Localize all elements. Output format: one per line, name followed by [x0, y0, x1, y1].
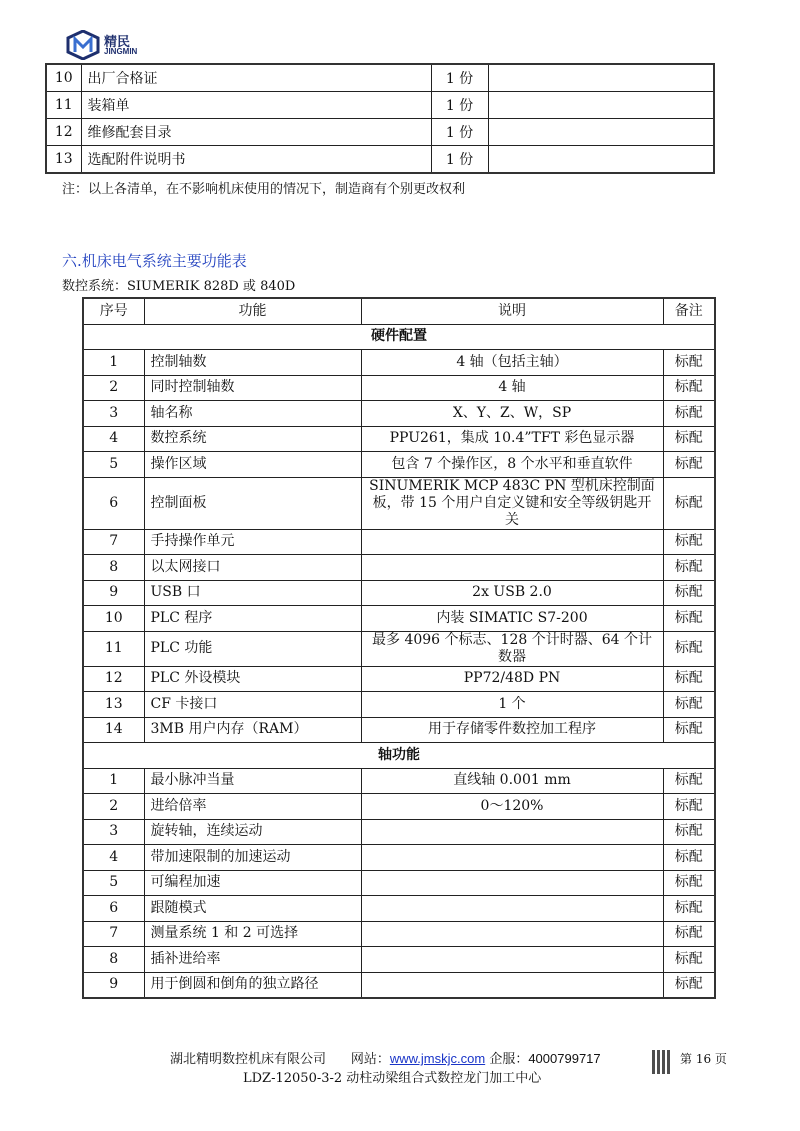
row-description: 直线轴 0.001 mm — [361, 768, 663, 794]
footer-website-label: 网站： — [350, 1052, 390, 1067]
table-row — [83, 947, 715, 973]
qr-code-icon — [652, 1050, 672, 1074]
table-row — [83, 768, 715, 794]
row-note: 标配 — [663, 819, 715, 845]
row-seq: 13 — [83, 692, 144, 718]
table-row — [83, 972, 715, 998]
footer-website-link[interactable]: www.jmskjc.com — [389, 1051, 486, 1066]
header-note: 备注 — [663, 298, 715, 324]
table-row — [83, 896, 715, 922]
footer-company: 湖北精明数控机床有限公司 — [170, 1052, 327, 1067]
row-function: PLC 外设模块 — [144, 666, 361, 692]
row-seq: 6 — [83, 477, 144, 529]
row-note: 标配 — [663, 606, 715, 632]
jingmin-logo-icon — [66, 30, 100, 60]
row-function: 手持操作单元 — [144, 529, 361, 555]
logo-en: JINGMIN — [104, 46, 138, 56]
section-subtitle: 数控系统：SIUMERIK 828D 或 840D — [62, 279, 296, 294]
row-description: 用于存储零件数控加工程序 — [361, 717, 663, 743]
group-title: 硬件配置 — [83, 324, 715, 350]
row-note: 标配 — [663, 717, 715, 743]
row-function: 用于倒圆和倒角的独立路径 — [144, 972, 361, 998]
group-row — [83, 743, 715, 769]
row-qty: 1 份 — [431, 92, 488, 119]
row-seq: 6 — [83, 896, 144, 922]
row-remark — [488, 146, 714, 174]
section-title: 六.机床电气系统主要功能表 — [62, 252, 247, 270]
table-row — [83, 631, 715, 666]
row-qty: 1 份 — [431, 146, 488, 174]
row-description: 包含 7 个操作区，8 个水平和垂直软件 — [361, 452, 663, 478]
logo-cn: 精民 — [104, 33, 131, 49]
row-function: 可编程加速 — [144, 870, 361, 896]
row-seq: 3 — [83, 401, 144, 427]
packing-list-note: 注：以上各清单，在不影响机床使用的情况下，制造商有个别更改权利 — [62, 182, 466, 197]
row-seq: 7 — [83, 529, 144, 555]
row-item: 装箱单 — [81, 92, 431, 119]
row-seq: 9 — [83, 972, 144, 998]
row-function: 轴名称 — [144, 401, 361, 427]
row-function: 操作区域 — [144, 452, 361, 478]
row-seq: 8 — [83, 947, 144, 973]
row-note: 标配 — [663, 529, 715, 555]
row-seq: 7 — [83, 921, 144, 947]
row-function: 以太网接口 — [144, 555, 361, 581]
row-seq: 2 — [83, 375, 144, 401]
row-note: 标配 — [663, 631, 715, 666]
row-function: 控制轴数 — [144, 350, 361, 376]
row-remark — [488, 92, 714, 119]
row-function: 测量系统 1 和 2 可选择 — [144, 921, 361, 947]
row-function: 控制面板 — [144, 477, 361, 529]
company-logo — [66, 30, 137, 60]
group-row — [83, 324, 715, 350]
row-function: PLC 功能 — [144, 631, 361, 666]
footer-doc-title: LDZ-12050-3-2 动柱动梁组合式数控龙门加工中心 — [243, 1071, 542, 1086]
row-seq: 13 — [46, 146, 81, 174]
row-seq: 11 — [83, 631, 144, 666]
row-note: 标配 — [663, 896, 715, 922]
table-row — [83, 452, 715, 478]
table-row — [83, 555, 715, 581]
row-seq: 12 — [46, 119, 81, 146]
row-description — [361, 947, 663, 973]
row-function: CF 卡接口 — [144, 692, 361, 718]
row-seq: 4 — [83, 426, 144, 452]
row-seq: 1 — [83, 350, 144, 376]
row-seq: 4 — [83, 845, 144, 871]
row-seq: 5 — [83, 870, 144, 896]
row-note: 标配 — [663, 350, 715, 376]
row-description — [361, 870, 663, 896]
table-row — [83, 845, 715, 871]
row-description: 最多 4096 个标志、128 个计时器、64 个计数器 — [361, 631, 663, 666]
row-function: PLC 程序 — [144, 606, 361, 632]
row-note: 标配 — [663, 947, 715, 973]
footer-line — [170, 1048, 601, 1067]
row-qty: 1 份 — [431, 64, 488, 92]
row-remark — [488, 119, 714, 146]
row-item: 选配附件说明书 — [81, 146, 431, 174]
row-function: 跟随模式 — [144, 896, 361, 922]
table-row — [83, 717, 715, 743]
row-note: 标配 — [663, 401, 715, 427]
table-row — [46, 119, 714, 146]
row-note: 标配 — [663, 794, 715, 820]
table-row — [83, 580, 715, 606]
row-function: 插补进给率 — [144, 947, 361, 973]
row-description: PP72/48D PN — [361, 666, 663, 692]
table-row — [83, 350, 715, 376]
packing-list-table — [45, 63, 715, 174]
row-item: 维修配套目录 — [81, 119, 431, 146]
table-row — [83, 606, 715, 632]
row-description — [361, 845, 663, 871]
row-function: 3MB 用户内存（RAM） — [144, 717, 361, 743]
row-note: 标配 — [663, 921, 715, 947]
row-function: 同时控制轴数 — [144, 375, 361, 401]
row-seq: 10 — [83, 606, 144, 632]
table-row — [83, 401, 715, 427]
table-row — [83, 819, 715, 845]
row-note: 标配 — [663, 452, 715, 478]
row-description: PPU261，集成 10.4”TFT 彩色显示器 — [361, 426, 663, 452]
row-description — [361, 529, 663, 555]
row-seq: 2 — [83, 794, 144, 820]
row-function: 旋转轴，连续运动 — [144, 819, 361, 845]
row-seq: 3 — [83, 819, 144, 845]
row-description: 2x USB 2.0 — [361, 580, 663, 606]
row-note: 标配 — [663, 666, 715, 692]
row-remark — [488, 64, 714, 92]
table-row — [46, 64, 714, 92]
row-note: 标配 — [663, 426, 715, 452]
row-description: 内装 SIMATIC S7-200 — [361, 606, 663, 632]
function-table — [82, 297, 716, 999]
row-item: 出厂合格证 — [81, 64, 431, 92]
row-seq: 9 — [83, 580, 144, 606]
row-note: 标配 — [663, 870, 715, 896]
row-function: 进给倍率 — [144, 794, 361, 820]
row-description — [361, 972, 663, 998]
row-qty: 1 份 — [431, 119, 488, 146]
table-row — [83, 921, 715, 947]
row-function: 数控系统 — [144, 426, 361, 452]
row-seq: 8 — [83, 555, 144, 581]
row-description — [361, 819, 663, 845]
row-description: 4 轴（包括主轴） — [361, 350, 663, 376]
row-function: USB 口 — [144, 580, 361, 606]
header-function: 功能 — [144, 298, 361, 324]
header-description: 说明 — [361, 298, 663, 324]
footer-service-phone: 4000799717 — [528, 1051, 601, 1066]
table-header-row — [83, 298, 715, 324]
row-seq: 14 — [83, 717, 144, 743]
table-row — [46, 92, 714, 119]
row-description: SINUMERIK MCP 483C PN 型机床控制面板，带 15 个用户自定义键和安全等级钥匙开关 — [361, 477, 663, 529]
table-row — [83, 692, 715, 718]
row-description: 0～120% — [361, 794, 663, 820]
row-seq: 12 — [83, 666, 144, 692]
row-description — [361, 555, 663, 581]
row-function: 最小脉冲当量 — [144, 768, 361, 794]
row-seq: 5 — [83, 452, 144, 478]
row-function: 带加速限制的加速运动 — [144, 845, 361, 871]
row-description — [361, 921, 663, 947]
row-description: X、Y、Z、W，SP — [361, 401, 663, 427]
row-description: 1 个 — [361, 692, 663, 718]
group-title: 轴功能 — [83, 743, 715, 769]
row-note: 标配 — [663, 580, 715, 606]
row-note: 标配 — [663, 692, 715, 718]
row-description — [361, 896, 663, 922]
row-seq: 1 — [83, 768, 144, 794]
table-row — [83, 666, 715, 692]
table-row — [83, 426, 715, 452]
footer-service-label: 企服： — [489, 1052, 529, 1067]
row-note: 标配 — [663, 555, 715, 581]
table-row — [83, 794, 715, 820]
table-row — [46, 146, 714, 174]
header-seq: 序号 — [83, 298, 144, 324]
table-row — [83, 870, 715, 896]
row-seq: 11 — [46, 92, 81, 119]
row-note: 标配 — [663, 477, 715, 529]
row-note: 标配 — [663, 375, 715, 401]
row-description: 4 轴 — [361, 375, 663, 401]
table-row — [83, 477, 715, 529]
row-note: 标配 — [663, 972, 715, 998]
table-row — [83, 529, 715, 555]
row-note: 标配 — [663, 845, 715, 871]
row-note: 标配 — [663, 768, 715, 794]
page-number: 第 16 页 — [680, 1052, 727, 1066]
row-seq: 10 — [46, 64, 81, 92]
table-row — [83, 375, 715, 401]
